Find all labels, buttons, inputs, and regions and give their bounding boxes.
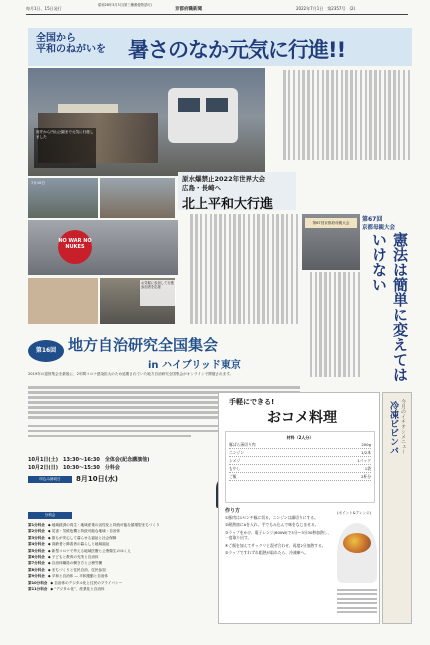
session-row: [28, 586, 214, 592]
peace-march-banner: [28, 28, 412, 66]
session-topic: ◆ 地域経済の再生・地域産業の活性化と持続可能な循環型まちづくり: [47, 523, 160, 527]
march-banner: [58, 104, 118, 113]
postal-permit: 昭和28年3月3日(第三種郵便物認可): [98, 3, 152, 7]
ingredient-row: [229, 441, 371, 449]
recipe-step: ⑤ラップですれずれ粗熱が取れたら、冷凍庫へ。: [225, 550, 309, 556]
recipe-step: ②耐熱皿にAを入れ、手でもみ込んで味をなじませる。: [225, 522, 319, 528]
event-box: [178, 172, 296, 210]
photo1-caption-box: [34, 128, 96, 168]
session-number: 第6分科会: [28, 555, 45, 560]
session-number: 第9分科会: [28, 574, 45, 579]
steps-label: 作り方: [225, 508, 241, 514]
recipe-title: おコメ料理: [267, 410, 337, 426]
ingredient-qty: 200g: [361, 442, 371, 447]
photo3-caption: お気軽に参加して行進参加者を応援: [141, 281, 174, 290]
session-number: 第3分科会: [28, 535, 45, 540]
no-war-sign: NO WAR NO NUKES: [58, 230, 92, 264]
van-shape: [168, 88, 238, 143]
symposium-badge: 第16回: [28, 340, 64, 362]
session-number: 第4分科会: [28, 542, 45, 547]
ingredient-row: [229, 449, 371, 457]
van-window: [178, 98, 200, 112]
recipe-box: [218, 392, 380, 624]
session-topic: ◆ 自治体職員の働き方と公務労働: [47, 561, 103, 566]
ingredient-name: ご飯: [229, 474, 237, 479]
event-name: 原水爆禁止2022年世界大会: [182, 175, 266, 183]
sign-photo: [28, 278, 98, 324]
march-article-body: [180, 214, 298, 324]
ingredients-label: 材料（2人分）: [286, 435, 314, 440]
date-day1: 10月1日(土) 13:30〜16:30 全体会(記念講演他): [28, 457, 150, 463]
steps-list: [225, 515, 335, 557]
session-topic: ◆ 災害・気候危機と持続可能な地域・自治体: [47, 529, 121, 534]
march-photo-small: [28, 178, 98, 218]
peace-march-subhead: 北上平和大行進: [182, 197, 274, 212]
headline-small-1: 全国から: [36, 33, 76, 44]
convention-badge-area: [362, 214, 412, 231]
session-number: 第10分科会: [28, 580, 48, 585]
recipe-side-banner: [382, 392, 412, 624]
point-notes: [337, 589, 377, 623]
session-number: 第8分科会: [28, 567, 45, 572]
ingredient-qty: 1袋: [364, 466, 371, 471]
session-number: 第2分科会: [28, 529, 45, 534]
ingredient-qty: 1パック: [357, 458, 371, 463]
recipe-step: ④ご飯を加えてサックリと混ぜ合わせ、再度2分加熱する。: [225, 542, 326, 548]
bibimbap-photo: [337, 523, 377, 583]
session-number: 第1分科会: [28, 523, 45, 527]
headline-small-2: 平和のねがいを: [36, 44, 106, 55]
recipe-side-label: 今月のイチオシメニュー: [400, 399, 406, 454]
session-number: 第11分科会: [28, 587, 48, 592]
event-place: 広島・長崎へ: [182, 184, 221, 192]
convention-photo: [302, 214, 360, 270]
session-topic: ◆ 新型コロナで考える地域医療と公衆衛生のゆくえ: [47, 548, 131, 553]
photo2-label: 7月10日: [31, 181, 46, 185]
deadline-date: 8月10日(水): [76, 475, 119, 483]
deadline-label: 申込み締切日: [28, 476, 72, 483]
ingredient-name: もやし: [229, 466, 241, 471]
symposium-subtitle: in ハイブリッド東京: [148, 360, 241, 371]
van-window: [206, 98, 228, 112]
recipe-step: ③ラップをかけ、電子レンジ(600W)で3分〜3分30秒加熱し、一度取り出す。: [225, 529, 332, 541]
ingredients-panel: [225, 431, 375, 503]
convention-slogan: 憲法は簡単に変えてはいけない: [370, 232, 409, 382]
issue-frequency: 毎月1日、15日発行: [26, 6, 62, 11]
peace-march-headline: 暑さのなか元気に行進!!: [128, 38, 346, 62]
symposium-title: 地方自治研究全国集会: [68, 336, 219, 354]
ingredient-row: [229, 473, 371, 481]
march-street-photo: [28, 68, 265, 176]
ingredient-qty: 2杯分: [360, 474, 371, 479]
ingredient-row: [229, 457, 371, 465]
marchers-photo: [100, 178, 175, 218]
session-topic: ◆ 平和と自治体 — 平和運動と自治体: [47, 574, 108, 579]
peace-march-article: [272, 70, 410, 160]
convention-banner: 第67回京都府母親大会: [305, 218, 357, 228]
session-topic: ◆ まちづくりと住民自治、住民参加: [47, 567, 106, 572]
convention-badge: 第67回: [362, 216, 383, 223]
ingredient-qty: 1/2本: [361, 450, 371, 455]
session-topic: ◆ 自治体のデジタル化と住民のプライバシー: [50, 580, 123, 585]
session-topic: ◆ “デジタル化”、産業化と自治体: [50, 587, 105, 592]
session-number: 第7分科会: [28, 561, 45, 566]
ingredient-name: 豚ばら薄切り肉: [229, 442, 256, 447]
ingredient-name: ニンジン: [229, 450, 244, 455]
recipe-step: ①豚肉は1センチ幅に切る。ニンジンは細切りにする。: [225, 515, 318, 520]
sessions-label: 分科会: [28, 512, 72, 519]
convention-name: 京都母親大会: [362, 225, 396, 231]
ingredients-list: [229, 441, 371, 481]
ingredient-row: [229, 465, 371, 473]
point-label: (ポイント&アレンジ): [337, 511, 372, 515]
photo1-caption: 府庁から円山公園まで元気に行進しました: [36, 130, 94, 139]
symposium-intro: 2019年の滋賀集会を最後に、2年間コロナ感染拡大のため延期されていた地方自治研究全国集会がオンラインで開催されます。: [28, 372, 234, 376]
photo3-caption-box: [140, 280, 176, 306]
paper-name: 京都府職新聞: [175, 7, 202, 12]
session-number: 第5分科会: [28, 548, 45, 553]
header-rule: [26, 14, 408, 15]
issue-date: 2022年7月1日 第2357号 (2): [296, 6, 356, 11]
session-topic: ◆ 子どもと教育の充実と自治体: [47, 555, 99, 560]
recipe-side-title: 冷凍ビビンバ: [388, 401, 398, 455]
ingredient-name: シメジ: [229, 458, 241, 463]
bowl-food: [343, 533, 371, 553]
convention-article: [302, 272, 360, 377]
session-topic: ◆ 誰もが安心して暮らせる福祉と社会保障: [47, 535, 117, 540]
recipe-tagline: 手軽にできる!: [229, 398, 275, 406]
date-day2: 10月2日(日) 10:30〜15:30 分科会: [28, 465, 120, 471]
rally-photo: [28, 220, 178, 275]
session-topic: ◆ 高齢者と障害者の暮らしと地域福祉: [47, 542, 110, 547]
